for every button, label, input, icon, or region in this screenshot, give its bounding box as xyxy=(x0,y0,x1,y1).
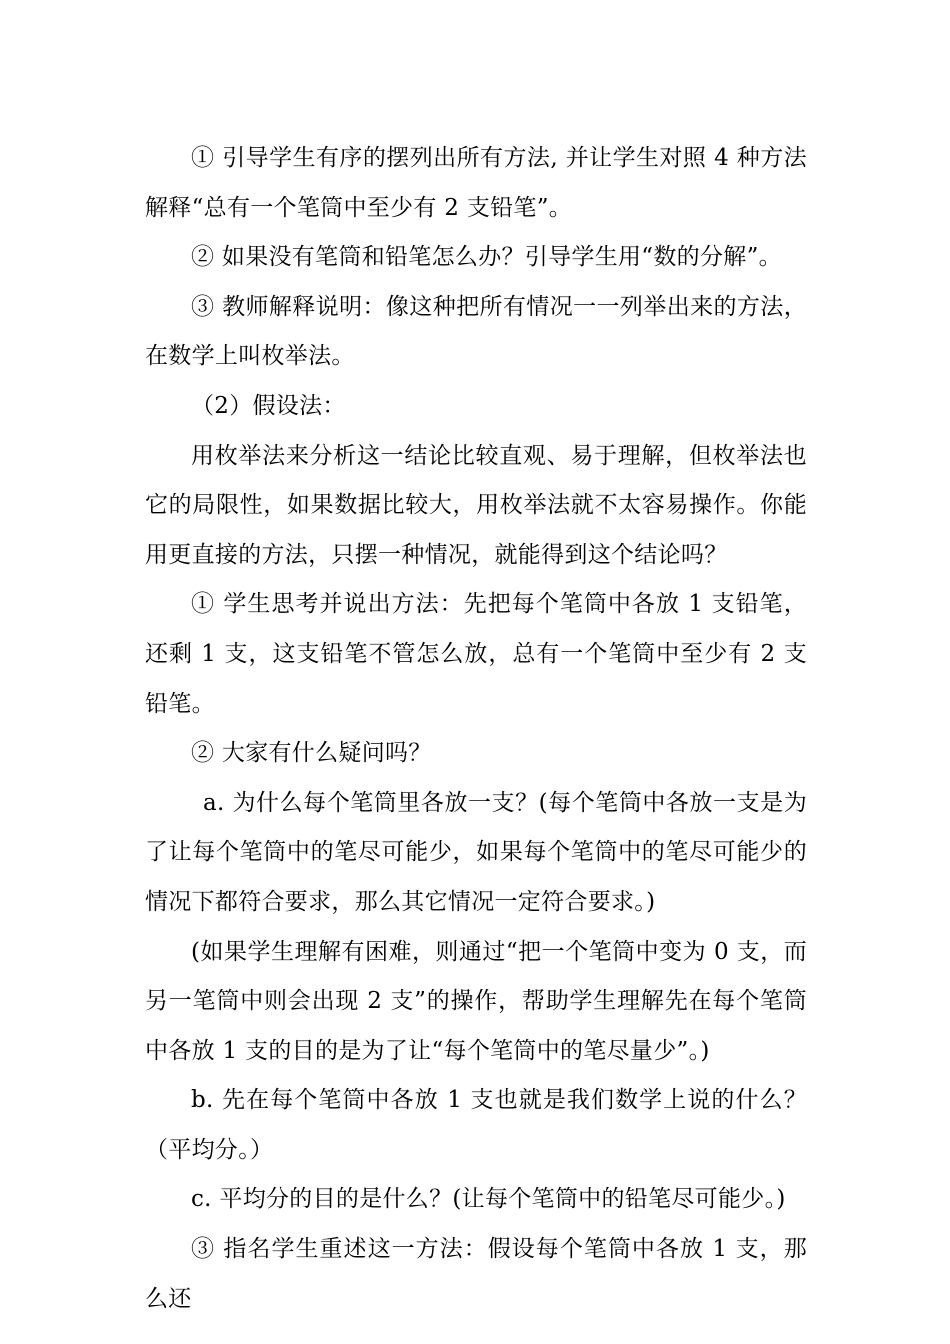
section-heading-assumption: （2）假设法： xyxy=(191,392,346,419)
paragraph-enumeration-step-1: ① 引导学生有序的摆列出所有方法, 并让学生对照 4 种方法解释“总有一个笔筒中至少有 2 支铅笔”。 xyxy=(145,145,807,221)
document-body xyxy=(145,134,807,1324)
paragraph-enumeration-step-2: ② 如果没有笔筒和铅笔怎么办？引导学生用“数的分解”。 xyxy=(191,244,782,271)
paragraph-assumption-step-2: ② 大家有什么疑问吗？ xyxy=(191,740,432,767)
paragraph-assumption-intro: 用枚举法来分析这一结论比较直观、易于理解，但枚举法也它的局限性，如果数据比较大，用枚举法就不太容易操作。你能用更直接的方法，只摆一种情况，就能得到这个结论吗？ xyxy=(145,442,807,568)
paragraph-enumeration-step-3: ③ 教师解释说明：像这种把所有情况一一列举出来的方法，在数学上叫枚举法。 xyxy=(145,293,807,370)
paragraph-question-c: c. 平均分的目的是什么？(让每个笔筒中的铅笔尽可能少。) xyxy=(191,1186,786,1213)
paragraph-question-b: b. 先在每个笔筒中各放 1 支也就是我们数学上说的什么？（平均分。） xyxy=(145,1087,807,1163)
paragraph-assumption-step-3: ③ 指名学生重述这一方法：假设每个笔筒中各放 1 支，那么还 xyxy=(145,1236,807,1312)
paragraph-assumption-step-1: ① 学生思考并说出方法：先把每个笔筒中各放 1 支铅笔，还剩 1 支，这支铅笔不管怎么放，总有一个笔筒中至少有 2 支铅笔。 xyxy=(145,591,807,717)
paragraph-teaching-note: (如果学生理解有困难，则通过“把一个笔筒中变为 0 支，而另一笔筒中则会出现 2 支”的操作，帮助学生理解先在每个笔筒中各放 1 支的目的是为了让“每个笔筒中的笔尽量少”。) xyxy=(145,938,807,1064)
paragraph-question-a: a. 为什么每个笔筒里各放一支？(每个笔筒中各放一支是为了让每个笔筒中的笔尽可能少，如果每个笔筒中的笔尽可能少的情况下都符合要求，那么其它情况一定符合要求。) xyxy=(145,789,807,915)
